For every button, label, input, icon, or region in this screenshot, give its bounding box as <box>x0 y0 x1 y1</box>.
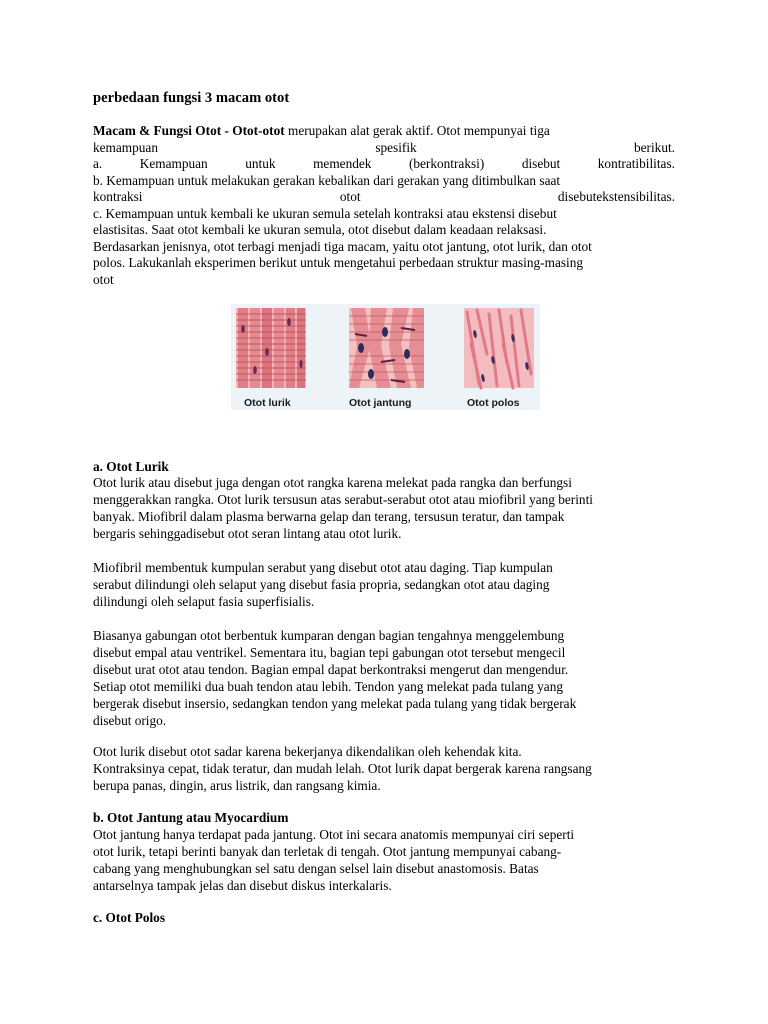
text-line: dilindungi oleh selaput fasia superfisialis. <box>93 594 315 609</box>
text-line: banyak. Miofibril dalam plasma berwarna gelap dan terang, tersusun teratur, dan tampak <box>93 509 565 524</box>
text-line: disebut urat otot atau tendon. Bagian empal dapat berkontraksi mengerut dan mengendur. <box>93 662 569 677</box>
intro-line-6: c. Kemampuan untuk kembali ke ukuran semula setelah kontraksi atau ekstensi disebut <box>93 205 557 221</box>
skeletal-muscle-illustration <box>236 308 306 388</box>
figure-label-skeletal: Otot lurik <box>244 397 291 409</box>
text-line: Otot lurik atau disebut juga dengan otot rangka karena melekat pada rangka dan berfungsi <box>93 475 572 490</box>
paragraph-lurik-3 <box>93 627 576 729</box>
text-line: menggerakkan rangka. Otot lurik tersusun atas serabut-serabut otot atau miofibril yang berinti <box>93 492 593 507</box>
intro-line-3: a. Kemampuan untuk memendek (berkontraksi) disebut kontratibilitas. <box>93 156 675 171</box>
paragraph-lurik-2 <box>93 559 553 610</box>
section-heading-polos: c. Otot Polos <box>93 910 166 925</box>
smooth-muscle-illustration <box>464 308 534 388</box>
text-line: disebut origo. <box>93 713 167 728</box>
text-line: antarselnya tampak jelas dan disebut diskus interkalaris. <box>93 878 392 893</box>
muscle-types-figure <box>231 304 540 410</box>
paragraph-jantung-1 <box>93 826 574 894</box>
section-heading-jantung: b. Otot Jantung atau Myocardium <box>93 810 289 825</box>
figure-label-smooth: Otot polos <box>467 397 520 409</box>
intro-line-10: otot <box>93 271 114 287</box>
text-line: Kontraksinya cepat, tidak teratur, dan mudah lelah. Otot lurik dapat bergerak karena rangsang <box>93 761 592 776</box>
text-line: berupa panas, dingin, arus listrik, dan rangsang kimia. <box>93 778 381 793</box>
text-line: bergerak disebut insersio, sedangkan tendon yang melekat pada tulang yang tidak bergerak <box>93 696 577 711</box>
intro-line-9: polos. Lakukanlah eksperimen berikut untuk mengetahui perbedaan struktur masing-masing <box>93 255 584 270</box>
figure-label-cardiac: Otot jantung <box>349 397 412 409</box>
paragraph-lurik-4 <box>93 743 592 794</box>
text-line: bergaris sehinggadisebut otot seran lintang atau otot lurik. <box>93 526 402 541</box>
page-title: perbedaan fungsi 3 macam otot <box>93 90 290 106</box>
text-line: Miofibril membentuk kumpulan serabut yang disebut otot atau daging. Tiap kumpulan <box>93 560 553 575</box>
intro-line-7: elastisitas. Saat otot kembali ke ukuran semula, otot disebut dalam keadaan relaksasi. <box>93 222 547 237</box>
text-line: Otot jantung hanya terdapat pada jantung. Otot ini secara anatomis mempunyai ciri seperti <box>93 827 575 842</box>
text-line: otot lurik, tetapi berinti banyak dan terletak di tengah. Otot jantung mempunyai cabang- <box>93 844 562 859</box>
text-line: disebut empal atau ventrikel. Sementara itu, bagian tepi gabungan otot tersebut mengecil <box>93 645 566 660</box>
intro-line-8: Berdasarkan jenisnya, otot terbagi menjadi tiga macam, yaitu otot jantung, otot lurik, dan otot <box>93 238 592 254</box>
paragraph-lurik-1 <box>93 474 593 542</box>
text-line: serabut dilindungi oleh selaput yang disebut fasia propria, sedangkan otot atau daging <box>93 577 550 592</box>
text-line: Otot lurik disebut otot sadar karena bekerjanya dikendalikan oleh kehendak kita. <box>93 744 522 759</box>
intro-line-2: kemampuan spesifik berikut. <box>93 139 675 155</box>
cardiac-muscle-illustration <box>349 308 424 388</box>
text-line: Biasanya gabungan otot berbentuk kumparan dengan bagian tengahnya menggelembung <box>93 628 565 643</box>
section-heading-lurik: a. Otot Lurik <box>93 459 169 474</box>
intro-line-4: b. Kemampuan untuk melakukan gerakan kebalikan dari gerakan yang ditimbulkan saat <box>93 172 561 188</box>
text-line: cabang yang menghubungkan sel satu dengan selsel lain disebut anastomosis. Batas <box>93 861 539 876</box>
intro-line-5: kontraksi otot disebutekstensibilitas. <box>93 189 675 204</box>
muscle-illustrations <box>231 304 540 410</box>
text-line: Setiap otot memiliki dua buah tendon atau lebih. Tendon yang melekat pada tulang yang <box>93 679 564 694</box>
intro-line-1: Macam & Fungsi Otot - Otot-otot merupakan alat gerak aktif. Otot mempunyai tiga <box>93 123 550 138</box>
